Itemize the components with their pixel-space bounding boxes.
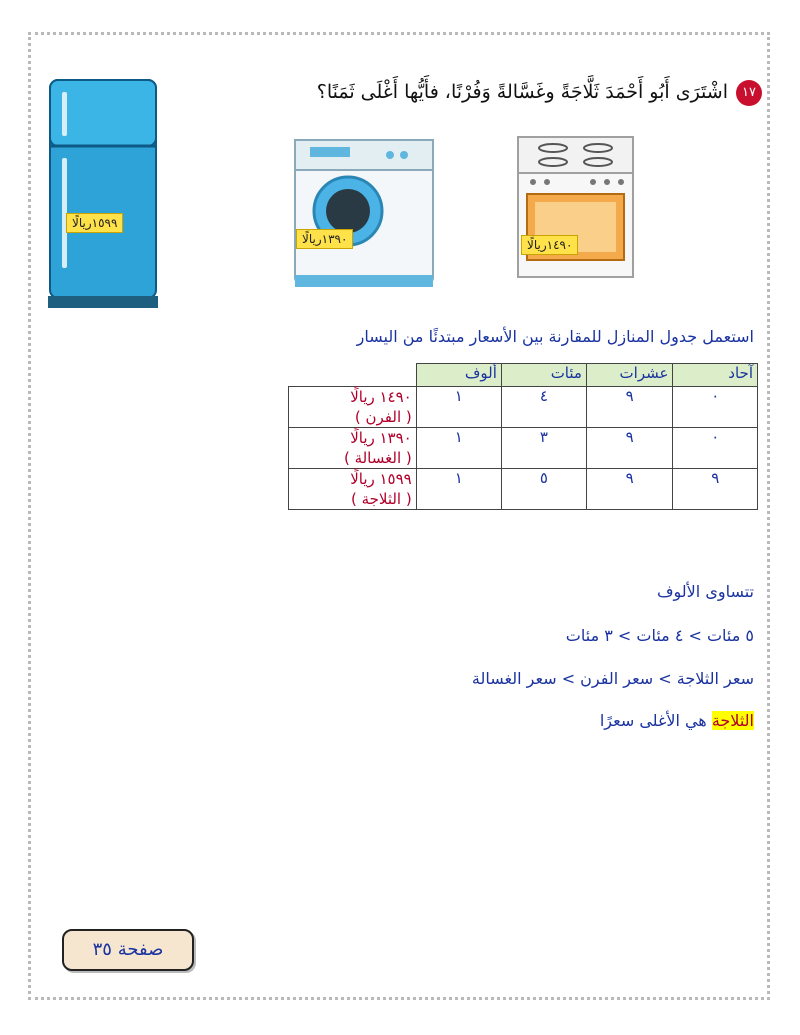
header-ones: آحاد xyxy=(673,364,758,387)
answer-highlight: الثلاجة xyxy=(711,711,754,730)
step-thousands-equal: تتساوى الألوف xyxy=(656,582,754,601)
cell-ones: ٠ xyxy=(673,428,758,469)
header-thousands: ألوف xyxy=(416,364,501,387)
table-header-row xyxy=(289,364,758,387)
cell-price-label xyxy=(289,387,417,428)
cell-thousands: ١ xyxy=(416,469,501,510)
question-number: ١٧ xyxy=(736,80,762,106)
oven-illustration xyxy=(513,132,638,282)
fridge-illustration xyxy=(42,72,162,312)
cell-price-label xyxy=(289,469,417,510)
cell-price-label xyxy=(289,428,417,469)
price-value: ١٤٩٠ ريالًا xyxy=(350,388,412,406)
cell-ones: ٩ xyxy=(673,469,758,510)
question xyxy=(202,80,762,106)
table-row xyxy=(289,387,758,428)
cell-tens: ٩ xyxy=(586,428,673,469)
header-empty xyxy=(289,364,417,387)
fridge-price-tag: ١٥٩٩ريالًا xyxy=(66,213,123,233)
cell-hundreds: ٣ xyxy=(501,428,586,469)
step-price-compare: سعر الثلاجة > سعر الفرن > سعر الغسالة xyxy=(471,669,754,688)
cell-ones: ٠ xyxy=(673,387,758,428)
cell-thousands: ١ xyxy=(416,387,501,428)
washer-illustration xyxy=(290,135,440,293)
answer-line xyxy=(600,711,754,730)
header-tens: عشرات xyxy=(586,364,673,387)
instruction-text: استعمل جدول المنازل للمقارنة بين الأسعار مبتدئًا من اليسار xyxy=(356,327,754,346)
cell-tens: ٩ xyxy=(586,387,673,428)
table-row xyxy=(289,428,758,469)
washer-price-tag: ١٣٩٠ريالًا xyxy=(296,229,353,249)
item-name: ( الغسالة ) xyxy=(343,449,412,467)
step-hundreds-compare: ٥ مئات > ٤ مئات > ٣ مئات xyxy=(565,626,754,645)
oven-price-tag: ١٤٩٠ريالًا xyxy=(521,235,578,255)
price-value: ١٣٩٠ ريالًا xyxy=(350,429,412,447)
page-number-label: صفحة ٣٥ xyxy=(62,929,194,971)
answer-rest: هي الأغلى سعرًا xyxy=(599,711,712,730)
header-hundreds: مئات xyxy=(501,364,586,387)
item-name: ( الثلاجة ) xyxy=(350,490,412,508)
place-value-table xyxy=(288,363,758,510)
cell-thousands: ١ xyxy=(416,428,501,469)
price-value: ١٥٩٩ ريالًا xyxy=(350,470,412,488)
table-row xyxy=(289,469,758,510)
cell-tens: ٩ xyxy=(586,469,673,510)
cell-hundreds: ٥ xyxy=(501,469,586,510)
item-name: ( الفرن ) xyxy=(354,408,412,426)
question-text: اشْتَرَى أَبُو أَحْمَدَ ثَلَّاجَةً وغَسَّالةً وَفُرْنًا، فأَيُّها أَغْلَى ثَمَنًا؟ xyxy=(316,81,728,103)
cell-hundreds: ٤ xyxy=(501,387,586,428)
